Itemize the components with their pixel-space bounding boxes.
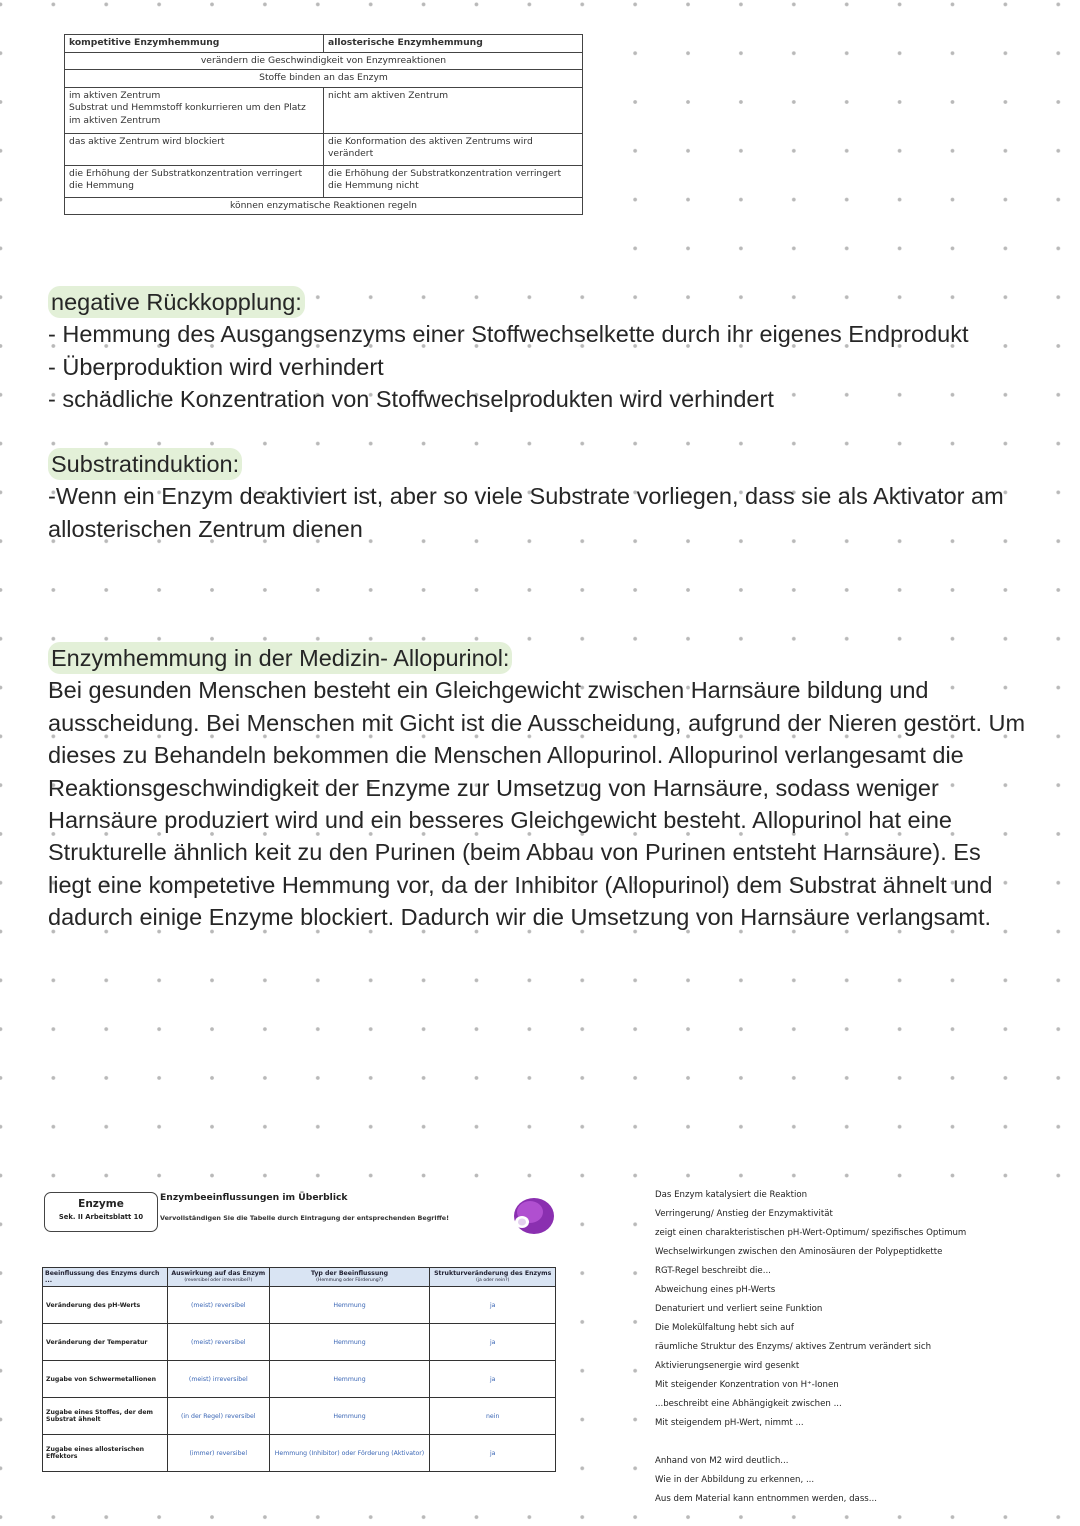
table-footer-row: können enzymatische Reaktionen regeln [65, 197, 583, 215]
feedback-line: - schädliche Konzentration von Stoffwechselprodukten wird verhindert [48, 386, 774, 413]
table-cell: Hemmung [269, 1398, 430, 1435]
col-label: Beeinflussung des Enzyms durch ... [45, 1270, 160, 1284]
col-label: Typ der Beeinflussung [310, 1270, 389, 1277]
table-common-row: Stoffe binden an das Enzym [65, 70, 583, 88]
table-header-competitive: kompetitive Enzymhemmung [65, 35, 324, 53]
phrase-item: RGT-Regel beschreibt die... [655, 1266, 771, 1276]
worksheet-table [42, 1267, 556, 1472]
col-sublabel: (Hemmung oder Förderung?) [316, 1278, 383, 1283]
medicine-heading: Enzymhemmung in der Medizin- Allopurinol: [48, 642, 512, 674]
feedback-heading: negative Rückkopplung: [48, 286, 305, 318]
row-label: Veränderung der Temperatur [43, 1324, 168, 1361]
table-cell: (meist) reversibel [168, 1324, 270, 1361]
row-label: Veränderung des pH-Werts [43, 1287, 168, 1324]
table-cell: ja [430, 1435, 556, 1472]
phrase-item: Verringerung/ Anstieg der Enzymaktivität [655, 1209, 833, 1219]
feedback-line: - Überproduktion wird verhindert [48, 353, 384, 380]
table-cell: Hemmung [269, 1287, 430, 1324]
table-row [43, 1287, 556, 1324]
table-common-row: verändern die Geschwindigkeit von Enzymreaktionen [65, 52, 583, 70]
table-cell: ja [430, 1287, 556, 1324]
table-row [43, 1361, 556, 1398]
enzyme-illustration-icon [508, 1192, 556, 1240]
phrase-item: Wechselwirkungen zwischen den Aminosäuren der Polypeptidkette [655, 1247, 943, 1257]
row-label: Zugabe von Schwermetallionen [43, 1361, 168, 1398]
worksheet-title: Enzymbeeinflussungen im Überblick [160, 1192, 348, 1203]
table-cell: Hemmung [269, 1361, 430, 1398]
worksheet-col-header [168, 1268, 270, 1287]
phrase-item: Aus dem Material kann entnommen werden, dass... [655, 1494, 877, 1504]
table-cell: (immer) reversibel [168, 1435, 270, 1472]
table-cell: (meist) reversibel [168, 1287, 270, 1324]
row-label: Zugabe eines allosterischen Effektors [43, 1435, 168, 1472]
table-cell: die Erhöhung der Substratkonzentration verringert die Hemmung [65, 165, 324, 197]
col-sublabel: (ja oder nein?) [475, 1278, 510, 1283]
table-cell: Hemmung [269, 1324, 430, 1361]
medicine-section [48, 642, 1028, 934]
induction-section [48, 448, 1028, 545]
induction-heading: Substratinduktion: [48, 448, 242, 480]
phrase-item: Mit steigendem pH-Wert, nimmt ... [655, 1418, 804, 1428]
worksheet-col-header [269, 1268, 430, 1287]
phrase-item: räumliche Struktur des Enzyms/ aktives Zentrum verändert sich [655, 1342, 932, 1352]
worksheet-instruction: Vervollständigen Sie die Tabelle durch Eintragung der entsprechenden Begriffe! [160, 1214, 450, 1222]
worksheet-box-title: Enzyme [78, 1198, 124, 1210]
col-sublabel: (reversibel oder irreversibel?) [184, 1278, 253, 1283]
worksheet-col-header [43, 1268, 168, 1287]
enzyme-inhibition-table-image [48, 22, 596, 252]
worksheet-box-subtitle: Sek. II Arbeitsblatt 10 [58, 1213, 144, 1221]
row-label: Zugabe eines Stoffes, der dem Substrat ähnelt [43, 1398, 168, 1435]
table-cell: das aktive Zentrum wird blockiert [65, 133, 324, 165]
col-label: Auswirkung auf das Enzym [171, 1270, 266, 1277]
col-label: Strukturveränderung des Enzyms [434, 1270, 552, 1277]
feedback-line: - Hemmung des Ausgangsenzyms einer Stoffwechselkette durch ihr eigenes Endprodukt [48, 321, 969, 348]
table-cell: nein [430, 1398, 556, 1435]
phrase-item: Das Enzym katalysiert die Reaktion [655, 1190, 808, 1200]
table-cell: die Erhöhung der Substratkonzentration verringert die Hemmung nicht [324, 165, 583, 197]
table-cell: ja [430, 1361, 556, 1398]
table-cell: ja [430, 1324, 556, 1361]
table-cell: (in der Regel) reversibel [168, 1398, 270, 1435]
phrase-item: ...beschreibt eine Abhängigkeit zwischen ... [655, 1399, 842, 1409]
induction-text: -Wenn ein Enzym deaktiviert ist, aber so viele Substrate vorliegen, dass sie als Aktivator am allosterischen Zentrum dienen [48, 483, 1004, 542]
table-cell: Hemmung (Inhibitor) oder Förderung (Aktivator) [269, 1435, 430, 1472]
worksheet-col-header [430, 1268, 556, 1287]
table-cell: nicht am aktiven Zentrum [324, 87, 583, 133]
worksheet-label-box [44, 1192, 158, 1232]
phrase-item: Denaturiert und verliert seine Funktion [655, 1304, 823, 1314]
phrase-item: Mit steigender Konzentration von H⁺-Ionen [655, 1380, 839, 1390]
table-cell: (meist) irreversibel [168, 1361, 270, 1398]
worksheet-image [40, 1182, 560, 1482]
table-row [43, 1435, 556, 1472]
medicine-text: Bei gesunden Menschen besteht ein Gleichgewicht zwischen Harnsäure bildung und ausscheidung. Bei Menschen mit Gicht ist die Ausscheidung, aufgrund der Nieren gestört. Um dieses zu Behandeln bekommen die Menschen Allopurinol. Allopurinol verlangesamt die Reaktionsgeschwindigkeit der Enzyme zur Umsetzug von Harnsäure, sodass weniger Harnsäure produziert wird und ein besseres Gleichgewicht besteht. Allopurinol hat eine Strukturelle ähnlich keit zu den Purinen (beim Abbau von Purinen entsteht Harnsäure). Es liegt eine kompetetive Hemmung vor, da der Inhibitor (Allopurinol) dem Substrat ähnelt und dadurch einige Enzyme blockiert. Dadurch wir die Umsetzung von Harnsäure verlangsamt. [48, 677, 1026, 931]
table-cell: die Konformation des aktiven Zentrums wird verändert [324, 133, 583, 165]
feedback-section [48, 286, 1038, 416]
comparison-table [64, 34, 583, 215]
table-row [43, 1324, 556, 1361]
phrase-list-image [650, 1184, 1070, 1514]
table-cell: im aktiven Zentrum Substrat und Hemmstoff konkurrieren um den Platz im aktiven Zentrum [65, 87, 324, 133]
phrase-item: zeigt einen charakteristischen pH-Wert-Optimum/ spezifisches Optimum [655, 1228, 967, 1238]
phrase-item: Die Molekülfaltung hebt sich auf [655, 1323, 794, 1333]
phrase-item: Abweichung eines pH-Werts [655, 1285, 776, 1295]
phrase-item: Anhand von M2 wird deutlich... [655, 1456, 789, 1466]
table-header-allosteric: allosterische Enzymhemmung [324, 35, 583, 53]
phrase-item: Aktivierungsenergie wird gesenkt [655, 1361, 800, 1371]
table-row [43, 1398, 556, 1435]
phrase-item: Wie in der Abbildung zu erkennen, ... [655, 1475, 815, 1485]
